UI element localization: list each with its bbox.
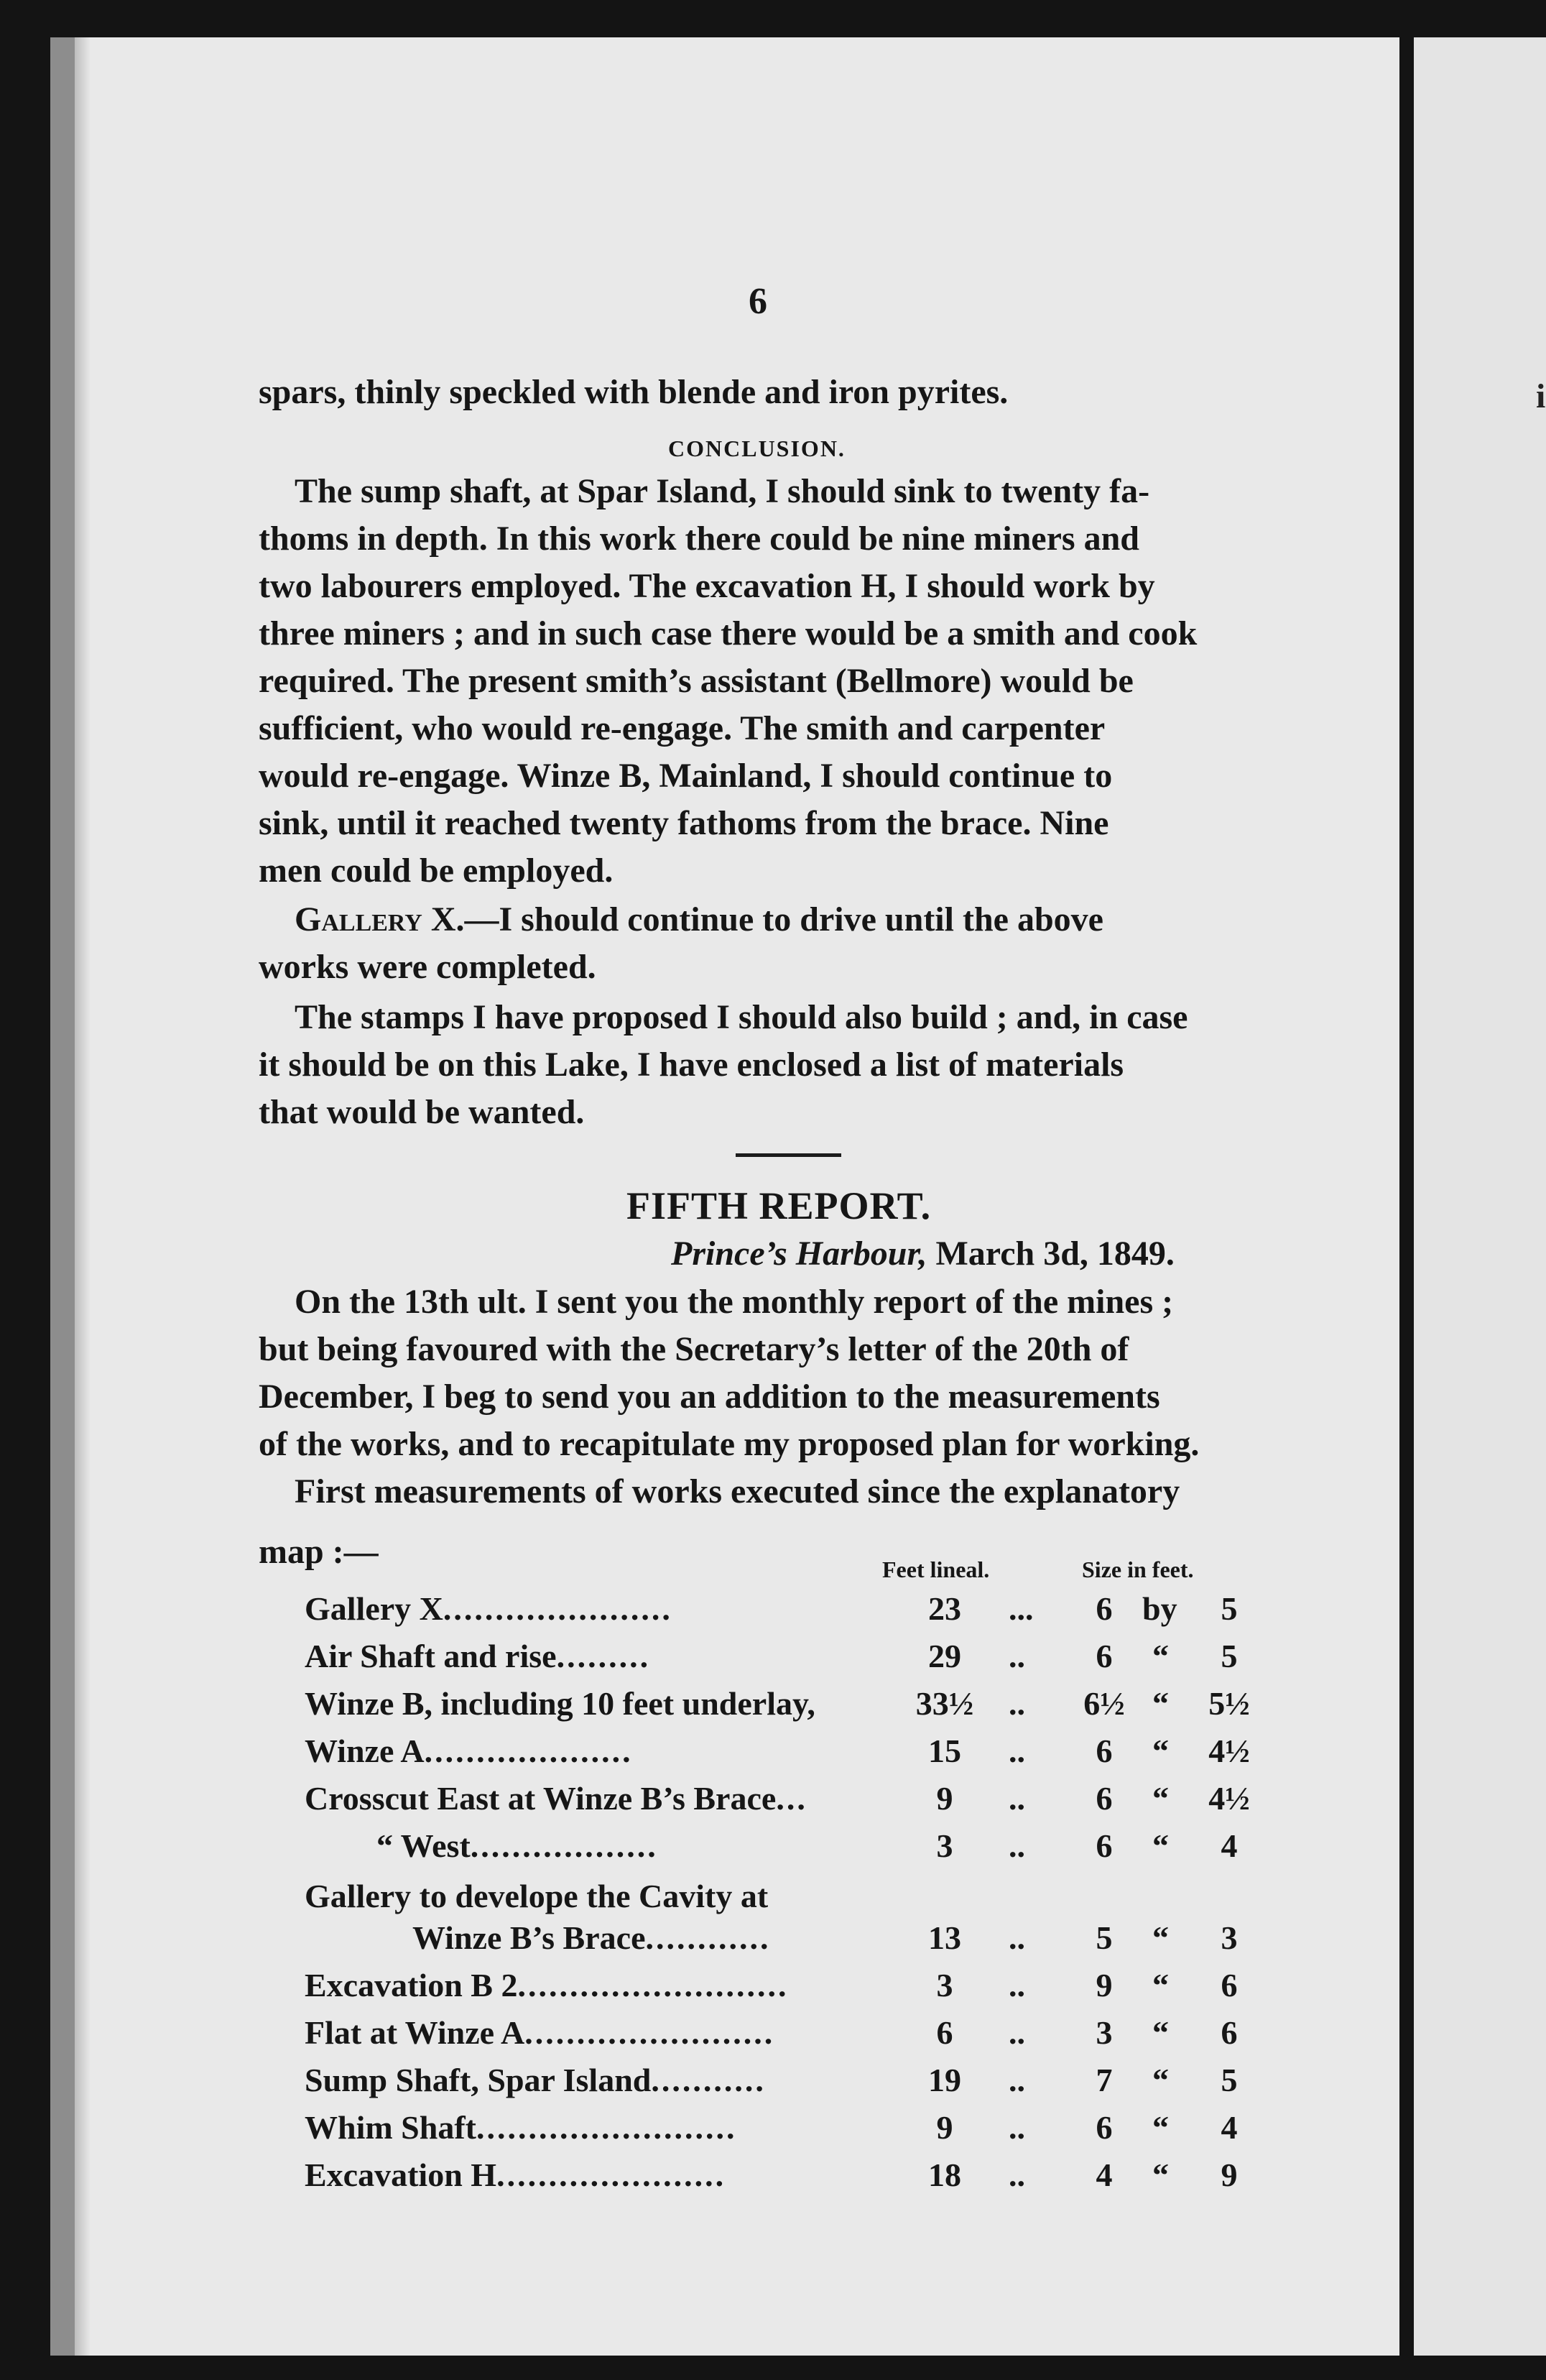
- dateline-date: March 3d, 1849.: [935, 1235, 1175, 1273]
- row-label: Winze B’s Brace: [412, 1919, 646, 1956]
- row-width: 6: [1096, 1638, 1113, 1674]
- row-separator: ..: [1009, 1685, 1025, 1722]
- row-ditto: “: [1152, 2109, 1169, 2146]
- conclusion-line: would re-engage. Winze B, Mainland, I should continue to: [259, 757, 1113, 795]
- row-feet: 19: [928, 2062, 961, 2098]
- table-row: [305, 2061, 766, 2099]
- row-label: Excavation H: [305, 2157, 497, 2193]
- conclusion-line: required. The present smith’s assistant (Bellmore) would be: [259, 662, 1134, 700]
- row-ditto: “: [1152, 1919, 1169, 1956]
- adjacent-page-edge: [1414, 37, 1546, 2356]
- row-feet: 15: [928, 1733, 961, 1769]
- report-line: map :—: [259, 1533, 379, 1571]
- row-ditto: “: [1152, 1638, 1169, 1674]
- table-row: [305, 1877, 768, 1915]
- conclusion-line: thoms in depth. In this work there could be nine miners and: [259, 520, 1139, 558]
- row-width: 4: [1096, 2157, 1113, 2193]
- row-dots: .........: [556, 1638, 651, 1674]
- conclusion-line: two labourers employed. The excavation H, I should work by: [259, 567, 1155, 605]
- report-line: December, I beg to send you an addition to the measurements: [259, 1378, 1160, 1416]
- row-height: 5½: [1208, 1685, 1250, 1722]
- row-feet: 6: [936, 2014, 953, 2051]
- row-separator: ..: [1009, 2014, 1025, 2051]
- row-width: 3: [1096, 2014, 1113, 2051]
- row-separator: ..: [1009, 1780, 1025, 1817]
- row-dots: .........................: [476, 2109, 737, 2146]
- row-dots: ......................: [496, 2157, 726, 2193]
- dateline: [671, 1234, 1175, 1273]
- row-height: 4: [1221, 2109, 1238, 2146]
- row-label: Crosscut East at Winze B’s Brace: [305, 1780, 777, 1817]
- row-height: 4½: [1208, 1733, 1250, 1769]
- stamps-line: that would be wanted.: [259, 1093, 585, 1131]
- row-label: Winze A: [305, 1733, 425, 1769]
- column-header-feet: Feet lineal.: [882, 1556, 990, 1582]
- gallery-line: —I should continue to drive until the above: [464, 900, 1103, 938]
- row-feet: 9: [936, 1780, 953, 1817]
- row-ditto: “: [1152, 1967, 1169, 2003]
- conclusion-line: sufficient, who would re-engage. The smith and carpenter: [259, 709, 1106, 747]
- row-height: 5: [1221, 2062, 1238, 2098]
- row-dots: ...: [776, 1780, 807, 1817]
- row-width: 6: [1096, 1733, 1113, 1769]
- row-dots: ......................: [443, 1590, 672, 1627]
- row-dots: ..................: [470, 1827, 658, 1864]
- row-separator: ..: [1009, 1919, 1025, 1956]
- table-row: [305, 1637, 650, 1675]
- report-line: of the works, and to recapitulate my proposed plan for working.: [259, 1425, 1200, 1463]
- table-row: [305, 2156, 726, 2194]
- row-label: “ West: [376, 1827, 471, 1864]
- row-height: 4½: [1208, 1780, 1250, 1817]
- conclusion-line: sink, until it reached twenty fathoms from the brace. Nine: [259, 804, 1109, 842]
- row-dots: ...........: [651, 2062, 766, 2098]
- row-label: Gallery X: [305, 1590, 443, 1627]
- row-dots: ........................: [524, 2014, 775, 2051]
- table-row: [305, 2014, 774, 2052]
- row-ditto: “: [1152, 1780, 1169, 1817]
- stamps-line: The stamps I have proposed I should also build ; and, in case: [295, 998, 1188, 1036]
- row-ditto: “: [1152, 1827, 1169, 1864]
- row-feet: 3: [936, 1967, 953, 2003]
- gallery-line: works were completed.: [259, 948, 596, 986]
- row-separator: ..: [1009, 2109, 1025, 2146]
- conclusion-line: The sump shaft, at Spar Island, I should sink to twenty fa-: [295, 472, 1150, 510]
- row-dots: ....................: [424, 1733, 633, 1769]
- gallery-label: Gallery X.: [295, 900, 465, 938]
- row-height: 6: [1221, 1967, 1238, 2003]
- row-by: by: [1142, 1590, 1177, 1627]
- conclusion-heading: CONCLUSION.: [668, 435, 846, 461]
- opening-line: spars, thinly speckled with blende and iron pyrites.: [259, 373, 1009, 411]
- row-feet: 13: [928, 1919, 961, 1956]
- row-height: 9: [1221, 2157, 1238, 2193]
- row-label: Whim Shaft: [305, 2109, 476, 2146]
- table-row: [376, 1827, 658, 1865]
- row-label: Sump Shaft, Spar Island: [305, 2062, 652, 2098]
- row-label: Gallery to develope the Cavity at: [305, 1878, 769, 1914]
- gallery-paragraph: [295, 900, 1103, 938]
- row-feet: 9: [936, 2109, 953, 2146]
- row-ditto: “: [1152, 2014, 1169, 2051]
- report-line: but being favoured with the Secretary’s letter of the 20th of: [259, 1330, 1129, 1368]
- table-row: [305, 1732, 633, 1770]
- row-ditto: “: [1152, 1733, 1169, 1769]
- row-height: 5: [1221, 1590, 1238, 1627]
- conclusion-line: men could be employed.: [259, 852, 614, 890]
- row-separator: ...: [1009, 1590, 1034, 1627]
- row-feet: 18: [928, 2157, 961, 2193]
- row-separator: ..: [1009, 1638, 1025, 1674]
- row-feet: 29: [928, 1638, 961, 1674]
- row-feet: 23: [928, 1590, 961, 1627]
- row-ditto: “: [1152, 1685, 1169, 1722]
- row-width: 7: [1096, 2062, 1113, 2098]
- row-height: 6: [1221, 2014, 1238, 2051]
- row-ditto: “: [1152, 2062, 1169, 2098]
- report-line: First measurements of works executed since the explanatory: [295, 1472, 1180, 1510]
- row-label: Air Shaft and rise: [305, 1638, 557, 1674]
- row-width: 9: [1096, 1967, 1113, 2003]
- row-width: 6: [1096, 2109, 1113, 2146]
- row-width: 5: [1096, 1919, 1113, 1956]
- adjacent-page-fragment: i: [1536, 377, 1546, 415]
- row-width: 6: [1096, 1780, 1113, 1817]
- row-dots: ............: [645, 1919, 771, 1956]
- row-label: Flat at Winze A: [305, 2014, 525, 2051]
- table-row: [412, 1919, 771, 1957]
- table-row: [305, 2108, 736, 2146]
- report-line: On the 13th ult. I sent you the monthly report of the mines ;: [295, 1283, 1174, 1321]
- row-width: 6: [1096, 1827, 1113, 1864]
- table-row: [305, 1966, 788, 2004]
- row-height: 5: [1221, 1638, 1238, 1674]
- column-header-size: Size in feet.: [1082, 1556, 1194, 1582]
- table-row: [305, 1590, 672, 1628]
- row-width: 6½: [1083, 1685, 1125, 1722]
- row-label: Excavation B 2: [305, 1967, 518, 2003]
- row-separator: ..: [1009, 1967, 1025, 2003]
- table-row: [305, 1684, 815, 1722]
- row-separator: ..: [1009, 1827, 1025, 1864]
- row-separator: ..: [1009, 2157, 1025, 2193]
- fifth-report-title: FIFTH REPORT.: [626, 1184, 932, 1227]
- row-separator: ..: [1009, 1733, 1025, 1769]
- row-height: 3: [1221, 1919, 1238, 1956]
- row-ditto: “: [1152, 2157, 1169, 2193]
- dateline-place: Prince’s Harbour,: [671, 1235, 927, 1273]
- row-label: Winze B, including 10 feet underlay,: [305, 1685, 815, 1722]
- section-rule: [736, 1153, 841, 1157]
- book-page: [50, 37, 1399, 2356]
- row-dots: ..........................: [517, 1967, 789, 2003]
- page-number: 6: [749, 281, 767, 322]
- row-feet: 3: [936, 1827, 953, 1864]
- table-row: [305, 1779, 807, 1817]
- conclusion-line: three miners ; and in such case there would be a smith and cook: [259, 614, 1198, 652]
- stamps-line: it should be on this Lake, I have enclosed a list of materials: [259, 1046, 1124, 1084]
- row-width: 6: [1096, 1590, 1113, 1627]
- row-feet: 33½: [915, 1685, 974, 1722]
- row-height: 4: [1221, 1827, 1238, 1864]
- row-separator: ..: [1009, 2062, 1025, 2098]
